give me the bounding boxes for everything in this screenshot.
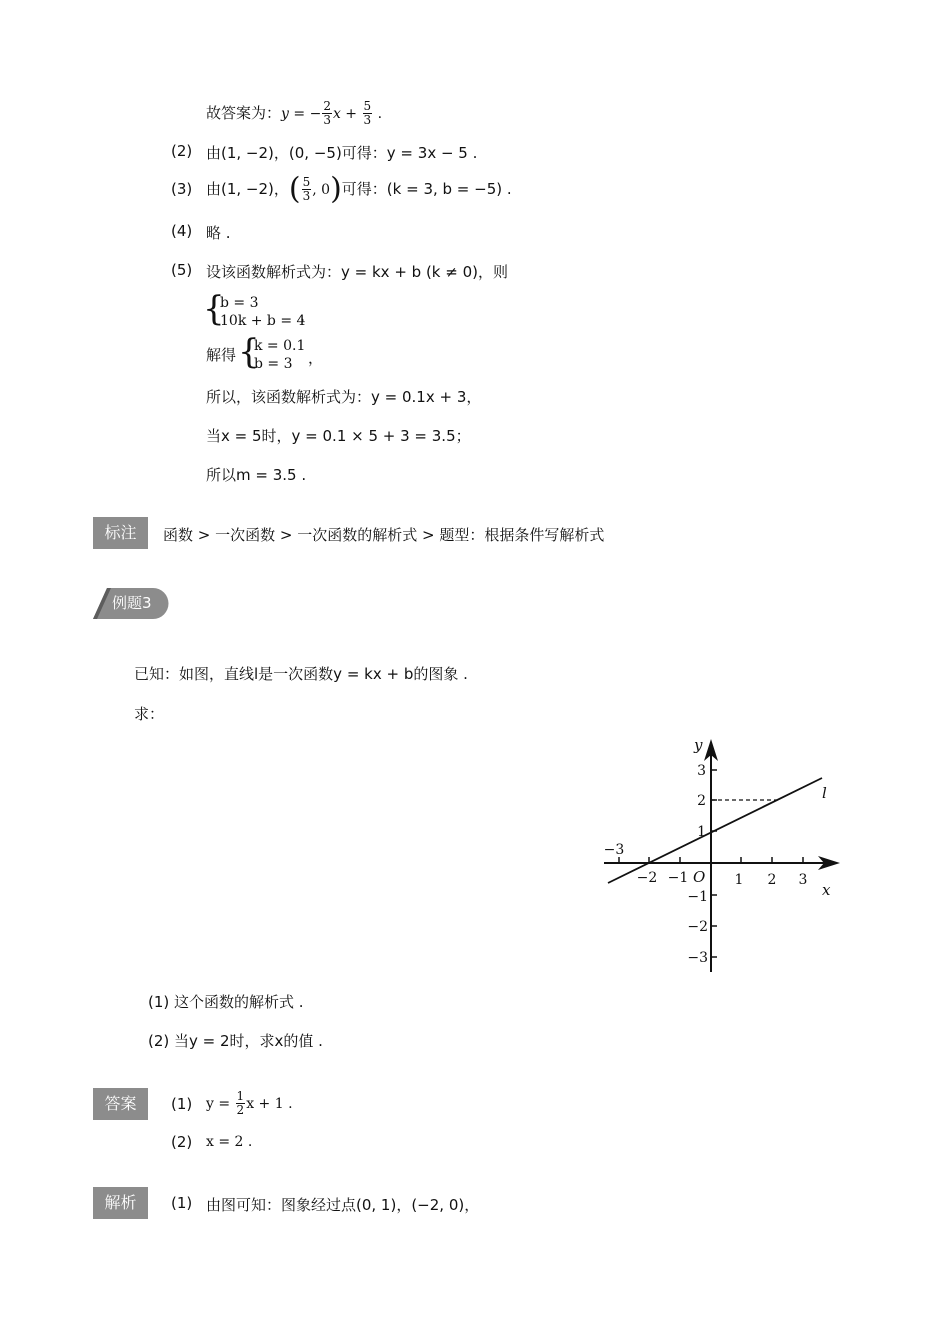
equation-system: k = 0.1 b = 3: [254, 338, 306, 372]
y-tick-label: 3: [697, 763, 706, 779]
problem-ask: 求：: [134, 705, 165, 723]
x-tick-label: 2: [767, 872, 777, 888]
y-tick-label: −2: [687, 919, 708, 935]
item-number: (1): [171, 1194, 193, 1212]
solution-step: 略 .: [206, 224, 231, 242]
solve-label: 解得: [206, 346, 237, 364]
y-tick-label: −1: [687, 889, 708, 905]
y-tick-label: 2: [697, 793, 706, 809]
solution-step: 当x = 5时，y = 0.1 × 5 + 3 = 3.5；: [206, 427, 471, 445]
tag-path: 函数 > 一次函数 > 一次函数的解析式 > 题型：根据条件写解析式: [163, 526, 605, 544]
x-tick-label: 1: [734, 872, 744, 888]
y-axis-label: y: [694, 736, 703, 754]
left-brace: {: [238, 332, 260, 372]
x-tick-label: −1: [667, 870, 689, 886]
y-tick-label: −3: [687, 950, 708, 966]
question-1: (1) 这个函数的解析式 .: [148, 993, 304, 1011]
x-tick-label: 3: [798, 872, 808, 888]
answer-1: y = $\frac{1}{2}$ x + 1 .: [206, 1089, 293, 1117]
solution-step: 所以m = 3.5 .: [206, 466, 307, 484]
solution-step: 设该函数解析式为：y = kx + b (k ≠ 0)，则: [206, 263, 508, 281]
x-tick-label: −2: [636, 870, 658, 886]
line-l: [608, 778, 822, 883]
item-number: (2): [171, 142, 193, 160]
item-number: (1): [171, 1095, 193, 1113]
left-brace: {: [203, 289, 225, 329]
x-axis-label: x: [822, 881, 831, 899]
fraction: $\frac{1}{2}$: [236, 1089, 245, 1117]
solution-step: 由(1, −2)，( $\frac{5}{3}$ , 0)可得：(k = 3, b = −5) .: [206, 171, 512, 207]
answer-2: x = 2 .: [206, 1134, 253, 1150]
analysis-step: 由图可知：图象经过点(0, 1)，(−2, 0)，: [206, 1196, 480, 1214]
tag-label-biaozhu: 标注: [93, 517, 148, 549]
fraction: $\frac{5}{3}$: [363, 99, 372, 127]
y-tick-label: 1: [697, 824, 706, 840]
problem-statement: 已知：如图，直线l是一次函数y = kx + b的图象 .: [134, 665, 468, 683]
line-label: l: [822, 784, 827, 802]
solution-step: 所以，该函数解析式为：y = 0.1x + 3，: [206, 388, 482, 406]
coordinate-graph: [590, 730, 850, 980]
tag-label-analysis: 解析: [93, 1187, 148, 1219]
question-2: (2) 当y = 2时，求x的值 .: [148, 1032, 323, 1050]
example-badge-label: 例题3: [112, 594, 152, 612]
fraction: $\frac{5}{3}$: [302, 175, 311, 203]
equation-system: b = 3 10k + b = 4: [220, 295, 306, 329]
answer-line-1: 故答案为：y = − $\frac{2}{3}$ x + $\frac{5}{3}$ .: [206, 99, 383, 127]
origin-label: O: [693, 868, 706, 886]
item-number: (5): [171, 261, 193, 279]
x-tick-label: −3: [603, 842, 625, 858]
tag-label-answer: 答案: [93, 1088, 148, 1120]
item-number: (3): [171, 180, 193, 198]
fraction: $\frac{2}{3}$: [323, 99, 331, 127]
solution-step: 由(1, −2)，(0, −5)可得：y = 3x − 5 .: [206, 144, 478, 162]
item-number: (4): [171, 222, 193, 240]
item-number: (2): [171, 1133, 193, 1151]
